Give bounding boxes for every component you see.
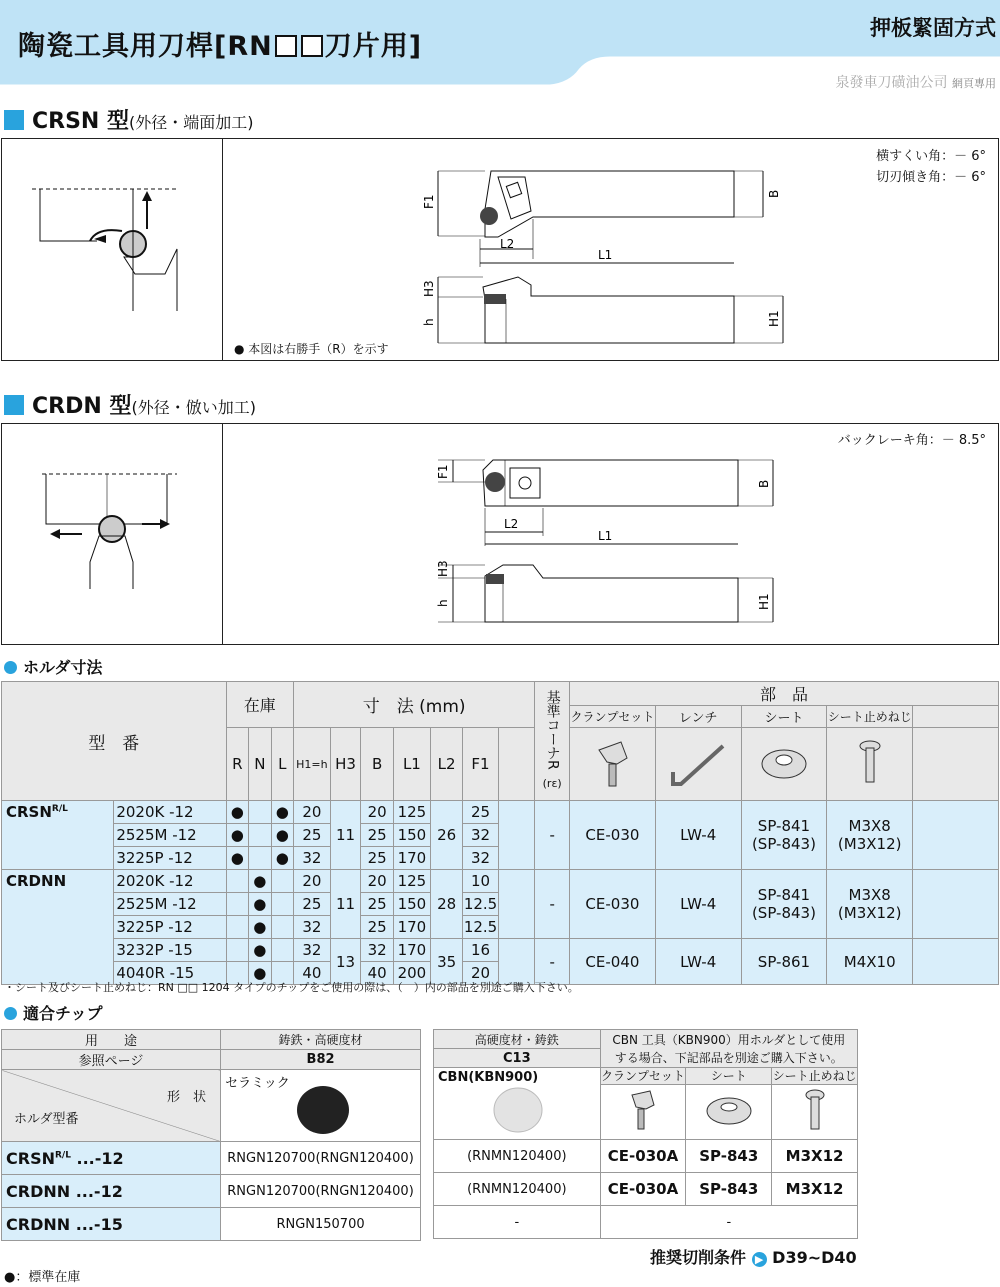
col-stock-n: N xyxy=(249,728,271,801)
dim-h1-label: H1 xyxy=(757,593,771,610)
col-clamp-header: クランプセット xyxy=(570,706,656,728)
crsn-angle-inclination: 切刃傾き角：－ 6° xyxy=(876,170,986,185)
cbn-chip-icon xyxy=(490,1084,546,1136)
holder-table xyxy=(1,681,999,985)
crdn-diagram xyxy=(1,423,999,645)
crsn-cutting-diagram xyxy=(2,139,222,361)
maker-watermark: 泉發車刀磺油公司 網頁專用 xyxy=(835,75,996,91)
crdn-holder-drawing xyxy=(223,424,999,644)
chip-section-title: 適合チップ xyxy=(4,1001,103,1024)
ceramic-chip-icon xyxy=(293,1082,353,1138)
dim-f1-label: F1 xyxy=(436,464,450,479)
screw-icon xyxy=(827,728,913,801)
cbn-seat-cell: シート xyxy=(686,1068,772,1140)
page-title: 陶瓷工具用刀桿[RN 刀片用] xyxy=(18,31,423,62)
col-h1: H1=h xyxy=(293,728,330,801)
table-row: 2525M -12 ● ● 25 25 150 32 xyxy=(2,824,999,847)
table-row: 2525M -12 ● 25 25 150 12.5 xyxy=(2,893,999,916)
col-parts-header: 部 品 xyxy=(570,682,999,706)
dim-b-label: B xyxy=(767,189,781,198)
dim-l2-label: L2 xyxy=(500,237,515,251)
chip-table-cbn: 高硬度材・鋳鉄 CBN 工具（KBN900）用ホルダとして使用 する場合、下記部品を別途ご購入下さい。 C13 CBN(KBN900) クランプセット シート シート止めねじ (RNMN120400) CE-030A SP-843 M3X12 (RNMN120400) CE-030A SP-843 M3X12 - - xyxy=(433,1029,858,1239)
section-square-icon xyxy=(4,110,24,130)
table-note: ・シート及びシート止めねじ：RN □□ 1204 タイプのチップをご使用の際は、（ ）内の部品を別途ご購入下さい。 xyxy=(4,981,579,994)
table-row: 3232P -15 ● 32 13 32 170 35 16 - CE-040 LW-4 SP-861 M4X10 xyxy=(2,939,999,962)
col-b: B xyxy=(361,728,394,801)
dim-h1-label: H1 xyxy=(767,310,781,327)
stock-legend: ●：標準在庫 xyxy=(4,1270,81,1285)
cbn-note: CBN 工具（KBN900）用ホルダとして使用 する場合、下記部品を別途ご購入下さい。 xyxy=(600,1030,857,1068)
col-wrench-header: レンチ xyxy=(655,706,741,728)
cbn-clamp-cell: クランプセット xyxy=(600,1068,686,1140)
crsn-section-title: CRSN 型(外径・端面加工) xyxy=(4,104,254,135)
wrench-icon xyxy=(655,728,741,801)
col-f1: F1 xyxy=(463,728,498,801)
holder-section-title: ホルダ寸法 xyxy=(4,655,102,678)
clamp-method-label: 押板緊固方式 xyxy=(870,16,996,40)
crdn-section-title: CRDN 型(外径・倣い加工) xyxy=(4,389,256,420)
section-square-icon xyxy=(4,395,24,415)
model-crsn: $CRSN^{R/L}$ xyxy=(2,801,114,870)
stock-dot: ● xyxy=(226,801,248,824)
crdn-cutting-diagram xyxy=(2,424,222,644)
col-stock-l: L xyxy=(271,728,293,801)
crsn-angle-side-rake: 横すくい角：－ 6° xyxy=(876,149,986,164)
chip-table-ceramic: 用 途 鋳鉄・高硬度材 参照ページ B82 形 状 ホルダ型番 セラミック $CRSN^{R/L}$ ...-12 RNGN120700(RNGN120400) CRDNN ...-12 RNGN120700(RNGN120400) CRDNN ...-15 RNGN150700 xyxy=(1,1029,421,1241)
col-l2: L2 xyxy=(430,728,463,801)
dim-f1-label: F1 xyxy=(422,194,436,209)
clamp-set-icon xyxy=(570,728,656,801)
bullet-icon xyxy=(4,661,17,674)
col-screw-header: シート止めねじ xyxy=(827,706,913,728)
table-row: CRDNN 2020K -12 ● 20 11 20 125 28 10 - CE-030 LW-4 SP-841 (SP-843) M3X8 (M3X12) xyxy=(2,870,999,893)
screw-icon xyxy=(795,1085,835,1135)
table-row: 3225P -12 ● ● 32 25 170 32 xyxy=(2,847,999,870)
col-stock-r: R xyxy=(226,728,248,801)
dim-l1-label: L1 xyxy=(598,248,613,262)
dim-h3-label: H3 xyxy=(422,280,436,297)
bullet-icon xyxy=(4,1007,17,1020)
clamp-set-icon xyxy=(618,1085,668,1135)
dim-l1-label: L1 xyxy=(598,529,613,543)
col-corner-header: 基準コーナR (rε) xyxy=(535,682,570,801)
col-l1: L1 xyxy=(394,728,431,801)
col-dims-header: 寸 法 (mm) xyxy=(293,682,534,728)
col-seat-header: シート xyxy=(741,706,827,728)
dim-h3-label: H3 xyxy=(436,560,450,577)
ceramic-chip-cell: セラミック xyxy=(221,1070,421,1142)
dim-l2-label: L2 xyxy=(504,517,519,531)
model-crdnn: CRDNN xyxy=(2,870,114,985)
col-stock-header: 在庫 xyxy=(226,682,293,728)
col-model-header: 型 番 xyxy=(2,682,227,801)
seat-icon xyxy=(701,1085,757,1135)
table-row: 4040R -15 ● 40 40 200 20 xyxy=(2,962,999,985)
crsn-diagram xyxy=(1,138,999,361)
table-row: $CRSN^{R/L}$ 2020K -12 ● ● 20 11 20 125 26 25 - CE-030 LW-4 SP-841 (SP-843) M3X8 (M3X12) xyxy=(2,801,999,824)
dim-h-label: h xyxy=(436,599,450,607)
recommended-conditions[interactable]: 推奨切削条件 ▶ D39~D40 xyxy=(650,1248,857,1267)
dim-h-label: h xyxy=(422,318,436,326)
col-h3: H3 xyxy=(330,728,361,801)
crdn-back-rake-angle: バックレーキ角：－ 8.5° xyxy=(837,433,986,448)
arrow-right-icon: ▶ xyxy=(752,1252,767,1267)
table-row: 3225P -12 ● 32 25 170 12.5 xyxy=(2,916,999,939)
seat-icon xyxy=(741,728,827,801)
shape-holder-diag-header: 形 状 ホルダ型番 xyxy=(2,1070,221,1142)
cbn-screw-cell: シート止めねじ xyxy=(772,1068,858,1140)
cbn-chip-cell: CBN(KBN900) xyxy=(434,1068,601,1140)
crsn-hand-note: ● 本図は右勝手（R）を示す xyxy=(234,342,389,356)
dim-b-label: B xyxy=(757,479,771,488)
